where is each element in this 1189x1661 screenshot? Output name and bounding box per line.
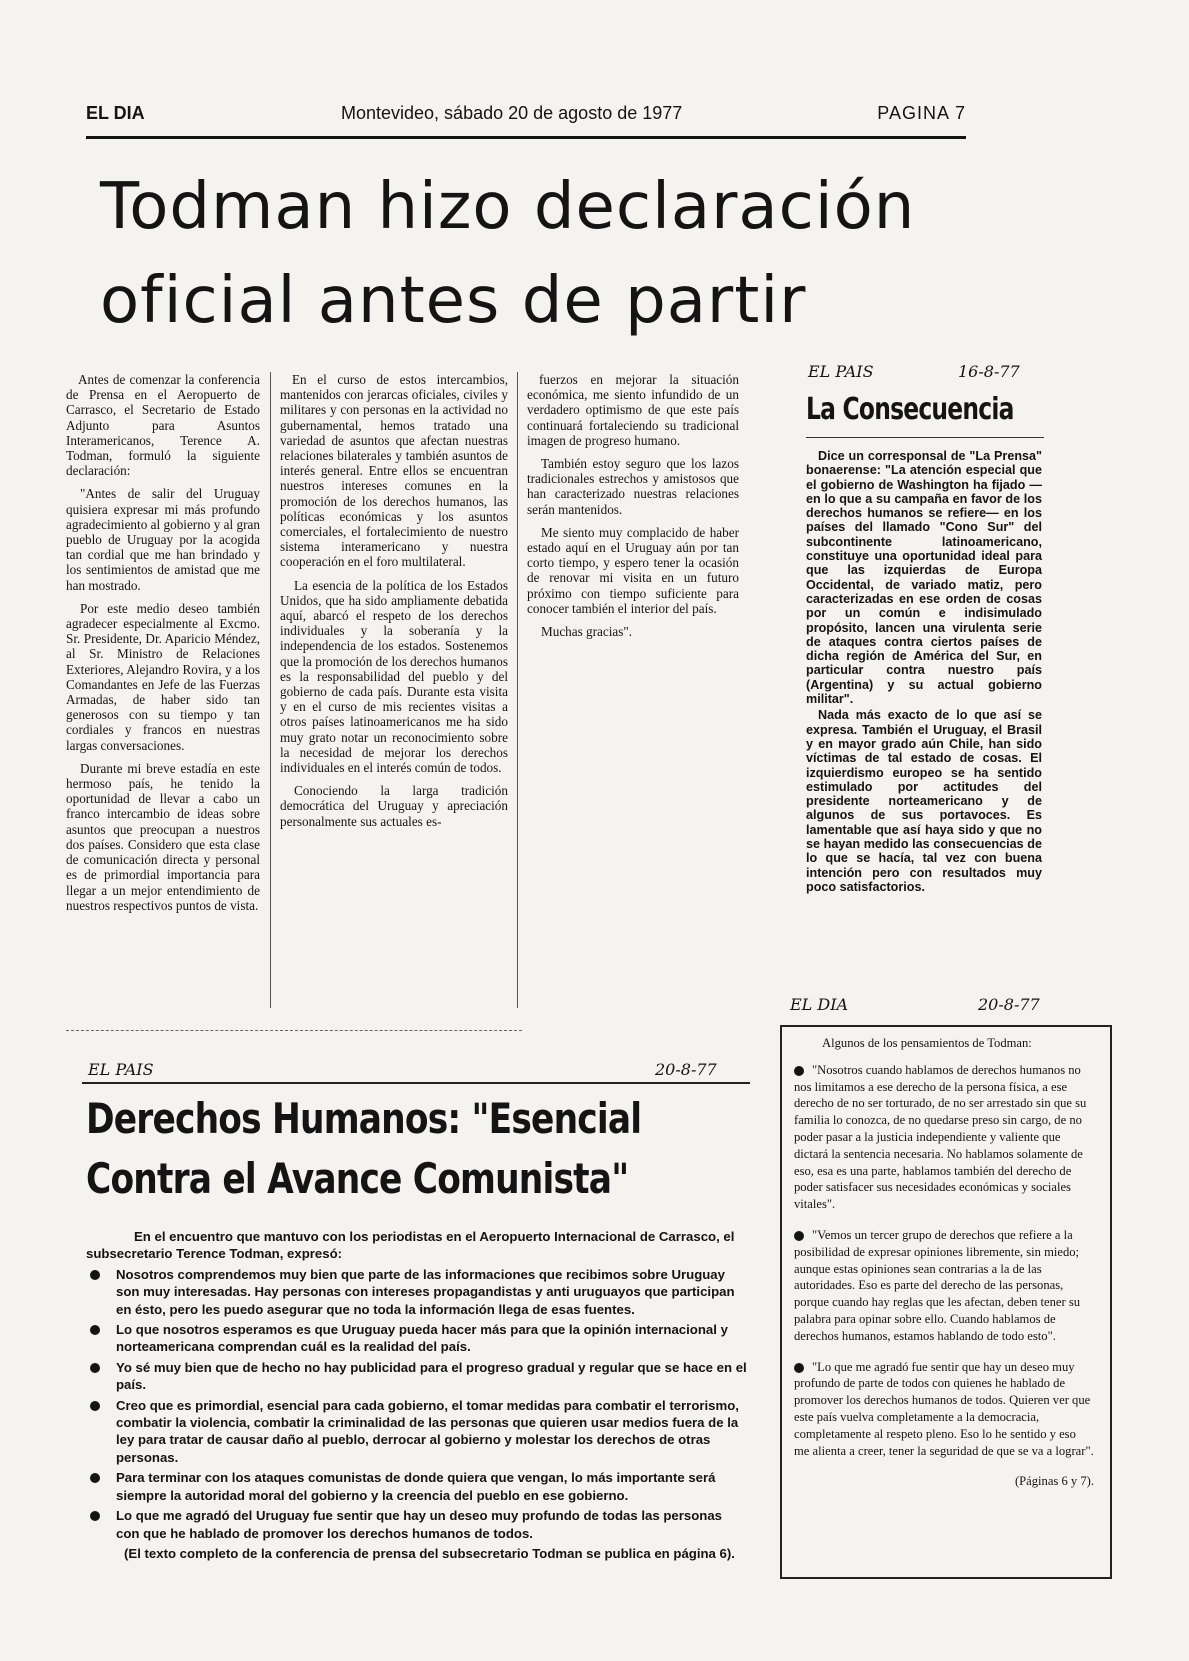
bullet-icon [90, 1363, 100, 1373]
consecuencia-body [806, 449, 1042, 896]
article-paragraph: Muchas gracias". [541, 624, 633, 640]
article-paragraph: La esencia de la política de los Estados Unidos, que ha sido ampliamente debatida aquí, abarcó el respeto de los derechos individuales y la soberanía y la independencia de los estados. Sostenemos que la promoción de los derechos humanos es la responsabilidad del pueblo y del gobierno de cada país. Durante esta visita y en el curso de mis recientes visitas a otros países latinoamericanos me ha sido muy grato notar un reconocimiento sobre la necesidad de mejorar los derechos individuales en el interés común de todos. [280, 577, 508, 776]
bullet-icon [90, 1270, 100, 1280]
article-column-2 [280, 372, 508, 837]
thoughts-footer: (Páginas 6 y 7). [1014, 1474, 1094, 1489]
thought-item: "Vemos un tercer grupo de derechos que refiere a la posibilidad de expresar opiniones libremente, sin miedo; aunque estas opiniones sean contrarias a la de las autoridades. Eso es parte del derecho de las personas, porque cuando hay reglas que les afectan, deben tener su palabra para opinar sobre ello. Cuando hablamos de derechos humanos, estamos hablando de todo esto". [794, 1227, 1081, 1343]
title-underline [806, 437, 1044, 438]
bullet-icon [90, 1401, 100, 1411]
bullet-icon [90, 1511, 100, 1521]
bullet-icon [794, 1363, 804, 1373]
thought-item: "Nosotros cuando hablamos de derechos humanos no nos limitamos a ese derecho de la persona física, a ese derecho de no ser torturado, de no ser arrestado sin que su familia lo conozca, de no quedarse preso sin cargo, de no poder pasar a la justicia independiente y valiente que dictará la sentencia necesaria. No hablamos solamente de eso, esa es una parte, hablamos también del derecho de poder satisfacer sus necesidades económicas y sociales vitales". [794, 1062, 1087, 1212]
consecuencia-title: La Consecuencia [806, 392, 1014, 427]
derechos-intro: En el encuentro que mantuvo con los periodistas en el Aeropuerto Internacional de Carrasco, el subsecretario Terence Todman, expresó: [86, 1229, 735, 1262]
article-paragraph: Durante mi breve estadía en este hermoso país, he tenido la oportunidad de llevar a cabo un franco intercambio de ideas sobre asuntos que preocupan a nuestros dos países. Considero que esta clase de comunicación directa y personal es de primordial importancia para llegar a un mejor entendimiento de nuestros respectivos puntos de vista. [66, 760, 260, 913]
article-paragraph: También estoy seguro que los lazos tradicionales estrechos y amistosos que han caracterizado nuestras relaciones serán mantenidos. [527, 456, 739, 517]
masthead-rule [86, 136, 966, 139]
main-headline [100, 160, 1050, 348]
derechos-outro: (El texto completo de la conferencia de prensa del subsecretario Todman se publica en página 6). [124, 1545, 735, 1561]
bullet-icon [794, 1066, 804, 1076]
article-paragraph: Antes de comenzar la conferencia de Prensa en el Aeropuerto de Carrasco, el Secretario de Estado Adjunto para Asuntos Interamericanos, Terence A. Todman, formuló la siguiente declaración: [66, 372, 260, 479]
clipping-source-note: EL PAIS [808, 362, 874, 381]
derechos-bullet-item: Creo que es primordial, esencial para cada gobierno, el tomar medidas para combatir el terrorismo, combatir la violencia, combatir la criminalidad de las personas que quieren usar medios fuera de la ley para tratar de causar daño al pueblo, derrocar al gobierno y molestar los derechos de otras personas. [86, 1397, 748, 1467]
headline-line-2: oficial antes de partir [100, 264, 807, 338]
derechos-bullet-item: Para terminar con los ataques comunistas de donde quiera que vengan, lo más importante será siempre la autoridad moral del gobierno y la creencia del pueblo en ese gobierno. [86, 1469, 748, 1504]
thoughts-heading: Algunos de los pensamientos de Todman: [822, 1036, 1032, 1050]
consecuencia-paragraph: Dice un corresponsal de "La Prensa" bonaerense: "La atención especial que el gobierno de Washington ha fijado —en lo que a su campaña en favor de los derechos humanos se refiere— en los países del llamado "Cono Sur" del subcontinente latinoamericano, constituye una oportunidad ideal para que las izquierdas de Europa Occidental, de variado matiz, pero caracterizadas en ese orden de cosas por un común e indisimulado propósito, lancen una virulenta serie de ataques contra ciertos países de dicha región de América del Sur, en particular contra nuestro país (Argentina) y su actual gobierno militar". [806, 449, 1042, 707]
derechos-bullet-item: Lo que nosotros esperamos es que Uruguay pueda hacer más para que la opinión internacional y norteamericana comprendan cuál es la realidad del país. [86, 1321, 748, 1356]
clipping-date-note: 16-8-77 [958, 362, 1020, 381]
article-paragraph: En el curso de estos intercambios, mantenidos con jerarcas oficiales, civiles y militares y con personas en la actividad no gubernamental, hemos tratado una variedad de asuntos que afectan nuestras relaciones bilaterales y también asuntos de interés general. Entre ellos se encuentran nuestros intereses comunes en la promoción de los derechos humanos, las políticas económicas y los asuntos comerciales, el fortalecimiento de nuestro sistema interamericano y nuestra cooperación en el foro multilateral. [280, 372, 508, 570]
derechos-body [86, 1228, 748, 1562]
clipping-date-note: 20-8-77 [655, 1060, 717, 1079]
thoughts-box [780, 1025, 1112, 1579]
dateline: Montevideo, sábado 20 de agosto de 1977 [341, 103, 683, 123]
derechos-bullet-item: Lo que me agradó del Uruguay fue sentir que hay un deseo muy profundo de todas las personas con que he hablado de promover los derechos humanos de todos. [86, 1507, 748, 1542]
derechos-bullet-item: Nosotros comprendemos muy bien que parte de las informaciones que recibimos sobre Uruguay son muy interesadas. Hay personas con intereses propagandistas y anti uruguayos que participan en ésto, pero les puedo asegurar que no toda la información llega de esas fuentes. [86, 1266, 748, 1318]
article-paragraph: Me siento muy complacido de haber estado aquí en el Uruguay aún por tan corto tiempo, y espero tener la ocasión de renovar mi visita en un futuro próximo con tiempo suficiente para conocer también el interior del país. [527, 524, 739, 616]
derechos-title-line-1: Derechos Humanos: "Esencial [86, 1094, 642, 1143]
article-column-1 [66, 372, 260, 921]
thought-item: "Lo que me agradó fue sentir que hay un deseo muy profundo de parte de todos con quienes he hablado de promover los derechos humanos de todos. Quieren ver que este país vuelva completamente a la democracia, completamente al respeto pleno. Eso lo he sentido y eso me alienta a creer, tener la seguridad de que se va a lograr". [794, 1359, 1094, 1458]
article-paragraph: Por este medio deseo también agradecer especialmente al Excmo. Sr. Presidente, Dr. Aparicio Méndez, al Sr. Ministro de Relaciones Exteriores, Alejandro Rovira, y a los Comandantes en Jefe de las Fuerzas Armadas, de haber sido tan generosos con su tiempo y tan cordiales y francos en nuestras largas conversaciones. [66, 600, 260, 753]
clipping-date-note: 20-8-77 [978, 995, 1040, 1014]
bullet-icon [90, 1325, 100, 1335]
clipping-source-note: EL PAIS [88, 1060, 154, 1079]
article-column-3 [527, 372, 739, 647]
consecuencia-paragraph: Nada más exacto de lo que así se expresa. También el Uruguay, el Brasil y en mayor grado aún Chile, han sido víctimas de tal estado de cosas. El izquierdismo europeo se ha sentido estimulado por actitudes del presidente norteamericano y de algunos de sus portavoces. Es lamentable que así haya sido y que no se hayan medido las consecuencias de lo que se hacía, tal vez con buena intención pero con resultados muy poco satisfactorios. [806, 708, 1042, 894]
newspaper-name: EL DIA [86, 103, 145, 123]
clipping-source-note: EL DIA [790, 995, 849, 1014]
derechos-bullet-item: Yo sé muy bien que de hecho no hay publicidad para el progreso gradual y regular que se hace en el país. [86, 1359, 748, 1394]
article-end-rule [66, 1030, 522, 1032]
column-divider [270, 372, 271, 1008]
bullet-icon [794, 1231, 804, 1241]
headline-line-1: Todman hizo declaración [100, 170, 916, 244]
article-paragraph: Conociendo la larga tradición democrática del Uruguay y apreciación personalmente sus actuales es- [280, 783, 508, 829]
column-divider [517, 372, 518, 1008]
article-paragraph: "Antes de salir del Uruguay quisiera expresar mi más profundo agradecimiento al gobierno y al gran pueblo de Uruguay por la acogida tan cordial que me han brindado y los sentimientos de amistad que me han mostrado. [66, 486, 260, 593]
article-paragraph: fuerzos en mejorar la situación económica, me siento infundido de un verdadero optimismo de que este país continuará fortaleciendo su tradicional imagen de progreso humano. [527, 372, 739, 448]
derechos-title-line-2: Contra el Avance Comunista" [86, 1154, 629, 1203]
page-number: PAGINA 7 [877, 103, 966, 123]
bullet-icon [90, 1473, 100, 1483]
masthead [86, 103, 966, 131]
clipping-top-rule [82, 1082, 750, 1084]
